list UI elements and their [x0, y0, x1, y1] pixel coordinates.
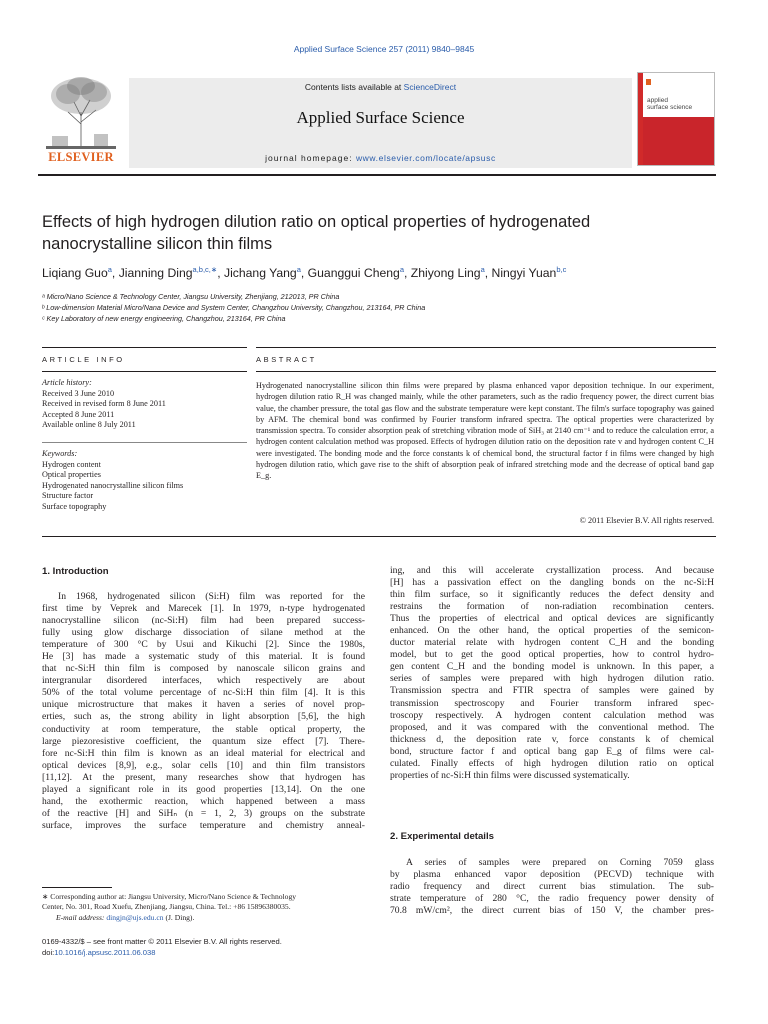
body-line: troscopy respectively. A hydrogen content calculation method was — [390, 709, 714, 721]
body-line: [11,12]. At the present, many researches show that hydrogen has — [42, 771, 365, 783]
info-top-rule — [42, 347, 247, 348]
history-item: Available online 8 July 2011 — [42, 420, 136, 429]
author-list: Liqiang Guo$^a$, Jianning Ding$^{a,b,c,∗}$, Jichang Yang$^a$, Guanggui Cheng$^a$, Zhiyong Ling$^a$, Ningyi Yuan$^{b,c}$ — [42, 265, 567, 281]
body-line: bond, structure factor f and optical bang gap E_g of films were cal- — [390, 745, 714, 757]
info-heading-rule — [42, 371, 247, 372]
author-affiliation-mark[interactable]: a,b,c,∗ — [192, 265, 218, 274]
article-history — [42, 378, 247, 431]
author-name: Guanggui Cheng — [307, 266, 400, 281]
issn-doi-block — [42, 936, 382, 958]
article-title-line1: Effects of high hydrogen dilution ratio on optical properties of hydrogenated — [42, 213, 591, 231]
doi-line — [42, 947, 382, 958]
journal-citation[interactable]: Applied Surface Science 257 (2011) 9840–9845 — [293, 44, 475, 54]
contents-line — [129, 82, 632, 92]
keyword: Optical properties — [42, 470, 101, 479]
cover-publisher-mark — [646, 79, 651, 85]
keywords — [42, 449, 247, 512]
keyword: Surface topography — [42, 501, 107, 511]
body-line: optical devices [8,9], e.g., solar cells [10] and thin film transistors — [42, 759, 365, 771]
body-line: fore nc-Si:H thin film is known as an ideal material for electrical and — [42, 747, 365, 759]
body-line: transmission spectroscopy and Fourier transform infrared spec- — [390, 697, 714, 709]
article-info-heading: ARTICLE INFO — [42, 355, 125, 364]
body-line: model, but to get the good optical properties, how to control hydro- — [390, 649, 714, 661]
body-line: [H] has a passivation effect on the dangling bonds on the nc-Si:H — [390, 577, 714, 589]
author-name: Ningyi Yuan — [491, 266, 557, 281]
body-line: restrains the formation of non-radiation recombination centers. — [390, 601, 714, 613]
journal-title: Applied Surface Science — [296, 108, 465, 127]
history-item: Accepted 8 June 2011 — [42, 409, 115, 419]
body-line: large piezoresistive coefficient, the quantum size effect [7]. There- — [42, 735, 365, 747]
doi-prefix: doi: — [42, 948, 55, 957]
body-line: fully using glow discharge dissociation of silane method at the — [42, 627, 365, 639]
header-rule — [38, 174, 716, 176]
issn-line: 0169-4332/$ – see front matter © 2011 Elsevier B.V. All rights reserved. — [42, 937, 282, 946]
sciencedirect-link[interactable]: ScienceDirect — [403, 82, 457, 92]
footnote-line: ∗ Corresponding author at: Jiangsu University, Micro/Nano Science & Technology — [42, 892, 297, 901]
body-line: by plasma enhanced vapor deposition (PECVD) technique with — [390, 869, 714, 881]
cover-red-panel — [643, 117, 714, 165]
history-label: Article history: — [42, 378, 92, 387]
article-title — [42, 211, 722, 255]
author-name: Liqiang Guo — [42, 266, 108, 281]
author-affiliation-mark[interactable]: a — [399, 265, 404, 274]
body-line: surface, improves the surface temperature and chemistry anneal- — [42, 819, 365, 831]
body-line: gen content C_H and the bonding model is unknown. In this paper, a — [390, 661, 714, 673]
body-line: He [3] has made a systematic study of this material. It is found — [42, 651, 365, 663]
publisher-logo-text: ELSEVIER — [48, 150, 114, 164]
abstract-copyright: © 2011 Elsevier B.V. All rights reserved. — [579, 516, 714, 525]
body-line: 70.8 mW/cm², the direct current bias of 150 V, the chamber pres- — [390, 905, 714, 917]
article-title-line2: nanocrystalline silicon thin films — [42, 235, 273, 253]
doi-link[interactable]: 10.1016/j.apsusc.2011.06.038 — [54, 948, 156, 957]
cover-title-line2: surface science — [647, 104, 693, 111]
author-affiliation-mark[interactable]: b,c — [556, 265, 567, 274]
introduction-right-column — [390, 565, 714, 782]
cover-title-line1: applied — [647, 97, 668, 104]
footnote-email-line — [42, 913, 378, 923]
body-line: unique microstructure that makes it haven a series of novel prop- — [42, 699, 365, 711]
body-line: ing, and this will accelerate crystallization process. And because — [390, 565, 714, 576]
journal-cover-thumbnail — [637, 72, 715, 166]
body-line: played a significant role in its good properties [13,14]. On the one — [42, 783, 365, 795]
footnote-rule — [42, 887, 112, 888]
body-line: ductor material relate with hydrogen content C_H and the bonding — [390, 637, 714, 649]
body-line: culated. Finally effects of high hydrogen dilution ratio on optical — [390, 757, 714, 769]
affiliation-b: ᵇ Low-dimension Material Micro/Nana Device and System Center, Changzhou University, Changzhou, 213164, PR China — [42, 303, 426, 312]
author-name: Jichang Yang — [223, 266, 297, 281]
introduction-left-column — [42, 591, 365, 832]
author-affiliation-mark[interactable]: a — [107, 265, 112, 274]
corresponding-author-footnote — [42, 892, 378, 923]
body-line: first time by Veprek and Marecek [1]. In 1979, n-type hydrogenated — [42, 603, 365, 615]
email-suffix: (J. Ding). — [163, 912, 195, 922]
keyword: Hydrogenated nanocrystalline silicon films — [42, 480, 184, 490]
body-line: proposed, and it was compared with the conventional method. The — [390, 721, 714, 733]
journal-homepage — [129, 153, 632, 163]
experimental-heading: 2. Experimental details — [390, 831, 494, 842]
email-link[interactable]: dingjn@ujs.edu.cn — [106, 912, 164, 922]
experimental-column — [390, 857, 714, 917]
body-line: conductivity at room temperature, the stable optical property, the — [42, 723, 365, 735]
author-affiliation-mark[interactable]: a — [480, 265, 485, 274]
author-name: Zhiyong Ling — [410, 266, 481, 281]
history-item: Received 3 June 2010 — [42, 388, 115, 398]
contents-prefix: Contents lists available at — [304, 82, 404, 92]
body-line: strate temperature of 280 °C, the radio frequency power density of — [390, 893, 714, 905]
keyword: Structure factor — [42, 491, 94, 500]
body-line: enhanced. On the other hand, the optical properties of the semicon- — [390, 625, 714, 637]
abstract-top-rule — [256, 347, 716, 348]
body-line: Transmission spectra and FTIR spectra of samples were gained by — [390, 685, 714, 697]
footnote-line: Center, No. 301, Road Xuefu, Zhenjiang, Jiangsu, China. Tel.: +86 15896380035. — [42, 902, 291, 912]
body-line: nanocrystalline silicon (nc-Si:H) film had been prepared success- — [42, 615, 365, 627]
body-line: thin film surface, so it significantly reduces the defect density and — [390, 589, 714, 601]
history-item: Received in revised form 8 June 2011 — [42, 399, 166, 408]
author-affiliation-mark[interactable]: a — [296, 265, 301, 274]
body-line: 50% of the total volume percentage of nc-Si:H thin film [4]. It is this — [42, 687, 365, 699]
body-line: temperature of 300 °C by Usui and Kikuchi [2]. Since the 1980s, — [42, 639, 365, 651]
body-line: hand, the exothermic reaction, which happened between a mass — [42, 795, 365, 807]
affiliation-a: ᵃ Micro/Nano Science & Technology Center, Jiangsu University, Zhenjiang, 212013, PR China — [42, 292, 340, 301]
affiliation-list — [42, 291, 602, 324]
body-line: thickness d, the deposition rate v, force constants k of chemical — [390, 733, 714, 745]
body-line: that nc-Si:H thin film is composed by nanoscale silicon grains and — [42, 663, 365, 675]
body-line: intergranular disordered interfaces, which respectively are about — [42, 675, 365, 687]
abstract-text: Hydrogenated nanocrystalline silicon thin films were prepared by plasma enhanced vapor deposition technique. In our experiment, hydrogen dilution ratio R_H was changed mainly, while the other parameters, such as the radio frequency power, the direct current bias value, the chamber pressure, the total gas flow and the substrate temperature were kept constant. The film's surface topography was gained by AFM. The chemical bond was confirmed by Fourier transform infrared spectra. The optical properties were characterized by transmission spectra. To consider absorption peak of stretching vibration mode of SiH₃ at 2140 cm⁻¹ and to reduce the calculation error, a hydrogen content calculation method was proposed. Effects of hydrogen dilution ratio on the deposition rate v and hydrogen content C_H were investigated. The bonding mode and the force constants k of chemical bond, the structural factor f in films were changed by high hydrogen dilution ratio, which gave rise to the shift of absorption peak of infrared stretching mode and the decrease of optical band gap E_g. — [256, 381, 714, 481]
body-line: In 1968, hydrogenated silicon (Si:H) film was reported for the — [58, 591, 365, 602]
info-divider — [42, 442, 247, 443]
body-line: radio frequency and direct current bias stimulation. The sub- — [390, 881, 714, 893]
email-label: E-mail address: — [56, 912, 107, 922]
introduction-heading: 1. Introduction — [42, 566, 109, 577]
homepage-link[interactable]: www.elsevier.com/locate/apsusc — [355, 153, 496, 163]
body-line: of the reactive [H] and SiHₙ (n = 1, 2, 3) groups on the substrate — [42, 807, 365, 819]
front-matter-rule — [42, 536, 716, 537]
body-line: erties, such as, the strong ability in light absorption [5,6], the high — [42, 711, 365, 723]
body-line: series of samples were prepared with high hydrogen dilution ratio. — [390, 673, 714, 685]
abstract-heading: ABSTRACT — [256, 355, 317, 364]
body-line: A series of samples were prepared on Corning 7059 glass — [406, 857, 714, 868]
affiliation-c: ᶜ Key Laboratory of new energy engineering, Changzhou, 213164, PR China — [42, 314, 286, 323]
author-name: Jianning Ding — [118, 266, 193, 281]
abstract-heading-rule — [256, 371, 716, 372]
body-line: properties of nc-Si:H thin films were discussed systematically. — [390, 769, 630, 781]
keywords-label: Keywords: — [42, 449, 78, 458]
body-line: Thus the properties of electrical and optical devices are significantly — [390, 613, 714, 625]
homepage-prefix: journal homepage: — [265, 153, 356, 163]
keyword: Hydrogen content — [42, 459, 101, 469]
cover-title — [647, 97, 692, 111]
